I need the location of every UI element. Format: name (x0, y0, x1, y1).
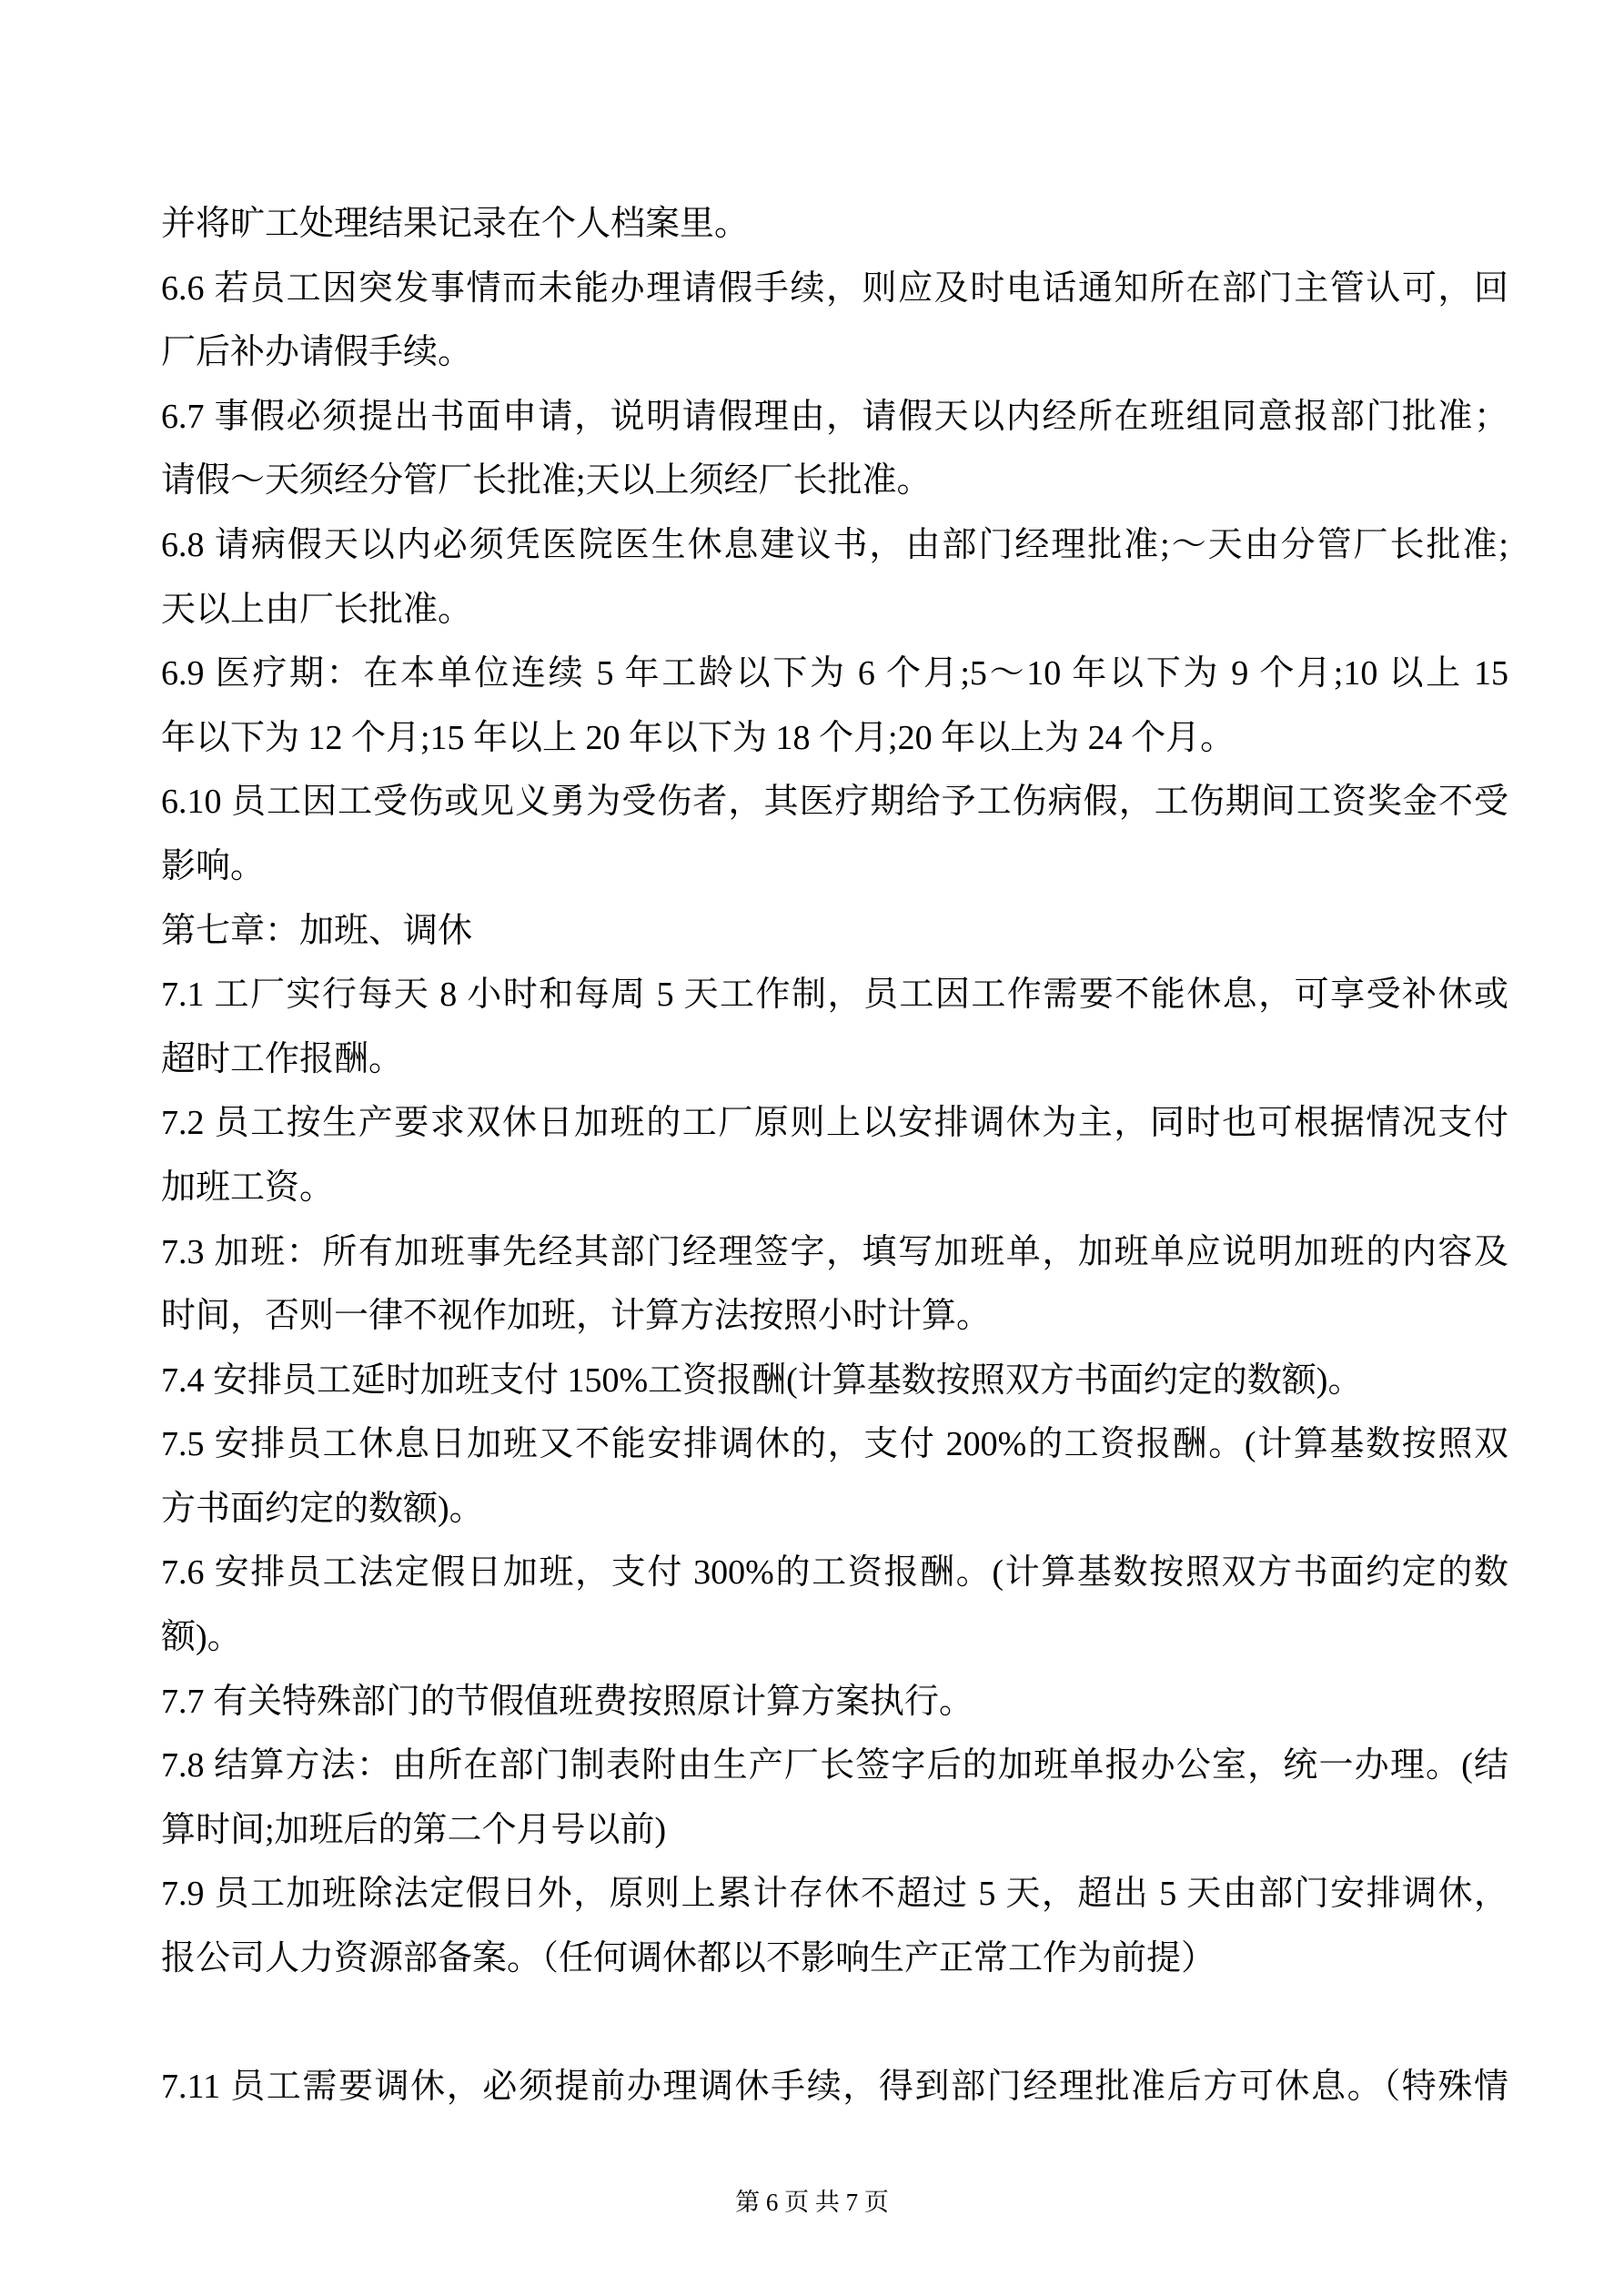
blank-line (161, 1991, 1508, 2056)
document-line: 7.4 安排员工延时加班支付 150%工资报酬(计算基数按照双方书面约定的数额)。 (161, 1360, 1363, 1400)
document-line: 6.10 员工因工受伤或见义勇为受伤者，其医疗期给予工伤病假，工伤期间工资奖金不受 (161, 783, 1508, 822)
document-line: 方书面约定的数额)。 (161, 1489, 484, 1528)
document-line: 6.7 事假必须提出书面申请，说明请假理由，请假天以内经所在班组同意报部门批准； (161, 397, 1508, 436)
document-line: 影响。 (161, 846, 266, 885)
document-line: 算时间;加班后的第二个月号以前) (161, 1810, 667, 1849)
document-line: 7.9 员工加班除法定假日外，原则上累计存休不超过 5 天，超出 5 天由部门安排调休， (161, 1875, 1508, 1914)
document-line: 报公司人力资源部备案。（任何调休都以不影响生产正常工作为前提） (161, 1939, 1216, 1978)
document-line: 额)。 (161, 1618, 242, 1657)
document-line: 7.1 工厂实行每天 8 小时和每周 5 天工作制，员工因工作需要不能休息，可享受补休或 (161, 976, 1508, 1015)
document-line: 天以上由厂长批准。 (161, 590, 473, 629)
chapter-heading: 第七章：加班、调休 (161, 911, 473, 950)
document-line: 6.8 请病假天以内必须凭医院医生休息建议书，由部门经理批准;～天由分管厂长批准; (161, 525, 1508, 564)
page-footer: 第 6 页 共 7 页 (735, 2188, 889, 2216)
document-line: 7.8 结算方法：由所在部门制表附由生产厂长签字后的加班单报办公室，统一办理。(结 (161, 1746, 1508, 1785)
document-body (161, 0, 1508, 2119)
document-line: 7.3 加班：所有加班事先经其部门经理签字，填写加班单，加班单应说明加班的内容及 (161, 1232, 1508, 1271)
document-line: 7.5 安排员工休息日加班又不能安排调休的，支付 200%的工资报酬。(计算基数按照双 (161, 1425, 1508, 1464)
document-line: 加班工资。 (161, 1168, 335, 1207)
document-line: 超时工作报酬。 (161, 1039, 404, 1078)
document-line: 7.7 有关特殊部门的节假值班费按照原计算方案执行。 (161, 1682, 974, 1721)
document-line: 6.6 若员工因突发事情而未能办理请假手续，则应及时电话通知所在部门主管认可，回 (161, 268, 1508, 308)
document-line: 并将旷工处理结果记录在个人档案里。 (161, 205, 750, 243)
document-line: 年以下为 12 个月;15 年以上 20 年以下为 18 个月;20 年以上为 24 个月。 (161, 718, 1236, 757)
document-line: 时间，否则一律不视作加班，计算方法按照小时计算。 (161, 1297, 992, 1336)
document-line: 6.9 医疗期：在本单位连续 5 年工龄以下为 6 个月;5～10 年以下为 9 个月;10 以上 15 (161, 654, 1508, 693)
document-line: 7.6 安排员工法定假日加班，支付 300%的工资报酬。(计算基数按照双方书面约定的数 (161, 1553, 1508, 1593)
document-line: 7.11 员工需要调休，必须提前办理调休手续，得到部门经理批准后方可休息。（特殊情 (161, 2068, 1508, 2107)
document-line: 7.2 员工按生产要求双休日加班的工厂原则上以安排调休为主，同时也可根据情况支付 (161, 1104, 1508, 1143)
document-line: 厂后补办请假手续。 (161, 333, 473, 372)
document-line: 请假～天须经分管厂长批准;天以上须经厂长批准。 (161, 461, 932, 501)
